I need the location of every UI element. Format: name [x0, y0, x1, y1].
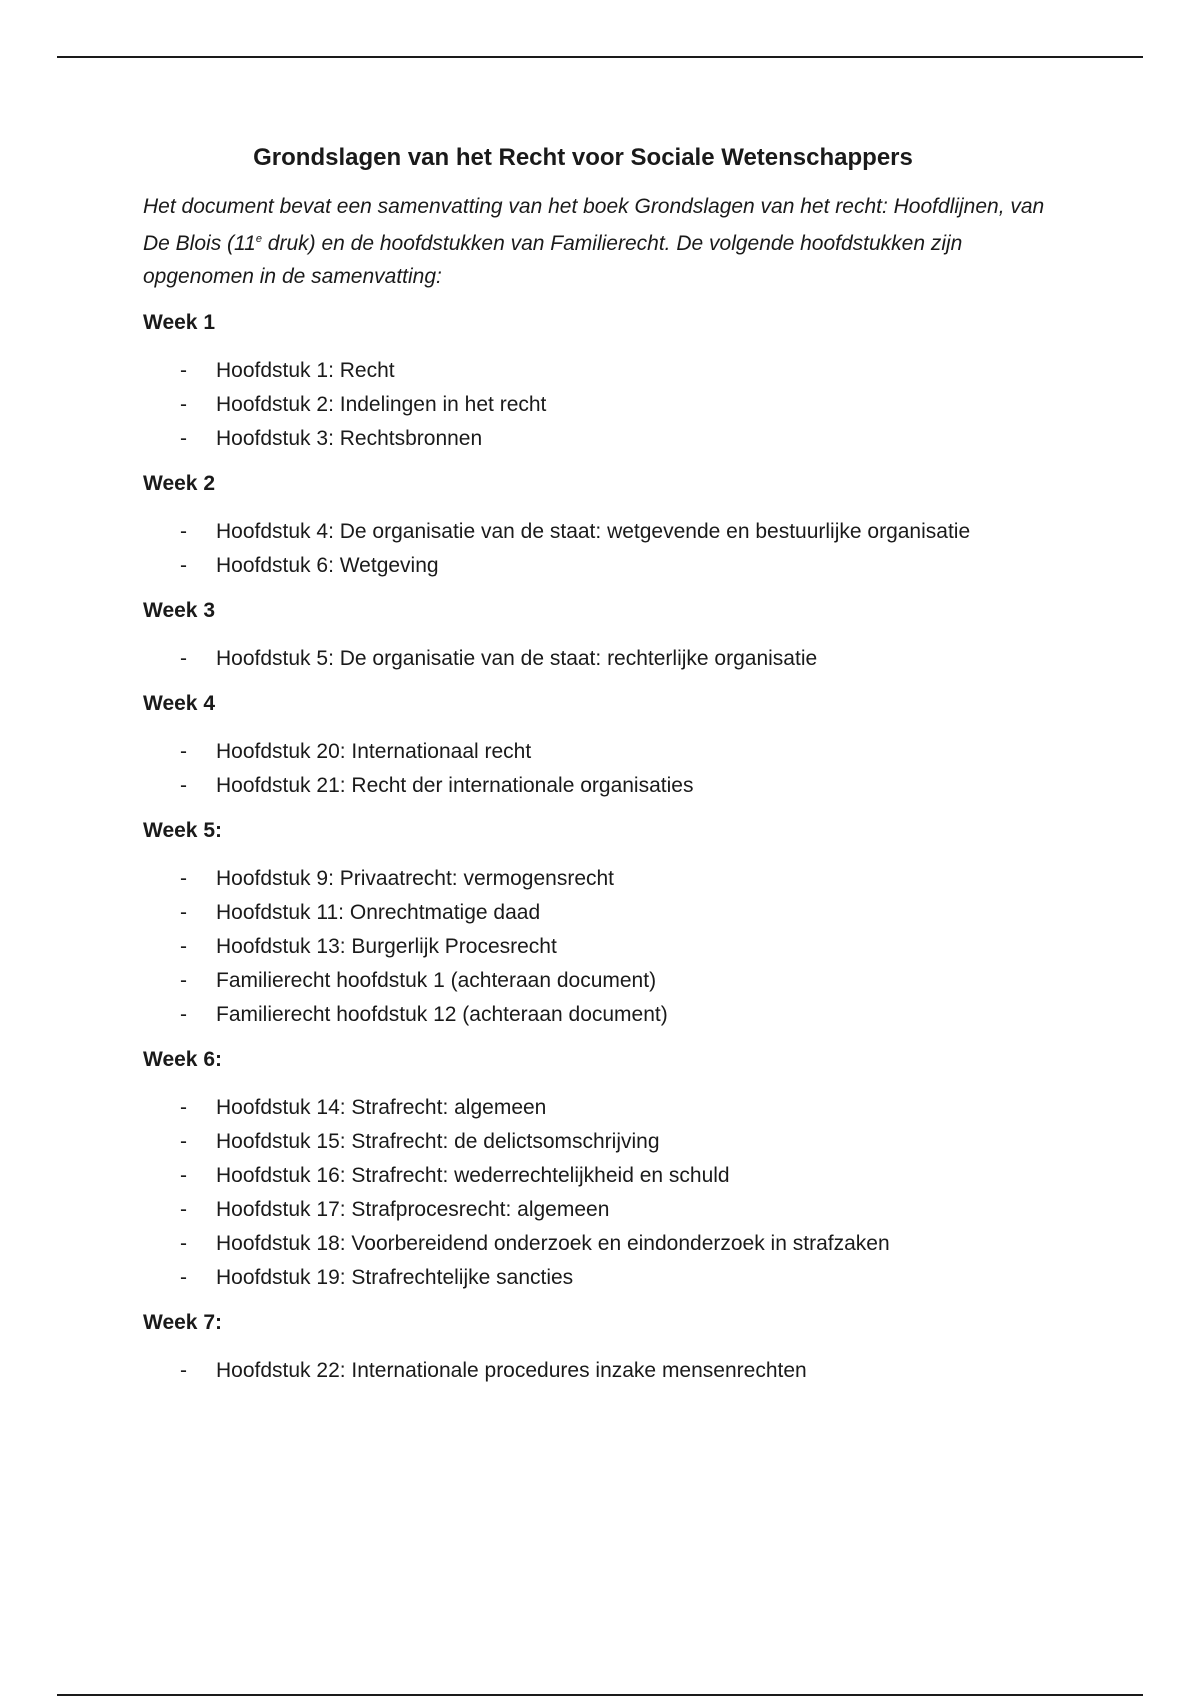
- chapter-list: [143, 862, 1063, 1032]
- chapter-list: [143, 1091, 1063, 1295]
- chapter-list: [143, 515, 1063, 583]
- week-title: Week 7:: [143, 1311, 222, 1334]
- week-title: Week 3: [143, 599, 215, 622]
- chapter-text: Hoofdstuk 11: Onrechtmatige daad: [216, 901, 541, 924]
- intro-paragraph: [143, 190, 1063, 293]
- bullet-dash: -: [180, 1164, 187, 1187]
- bullet-dash: -: [180, 1130, 187, 1153]
- bullet-dash: -: [180, 359, 187, 382]
- week-section: [143, 310, 1063, 456]
- chapter-text: Hoofdstuk 1: Recht: [216, 359, 395, 382]
- bullet-dash: -: [180, 1266, 187, 1289]
- chapter-item: [143, 998, 1063, 1032]
- chapter-text: Hoofdstuk 16: Strafrecht: wederrechtelijkheid en schuld: [216, 1164, 730, 1187]
- chapter-text: Hoofdstuk 18: Voorbereidend onderzoek en eindonderzoek in strafzaken: [216, 1232, 890, 1255]
- chapter-item: [143, 735, 1063, 769]
- chapter-text: Hoofdstuk 14: Strafrecht: algemeen: [216, 1096, 547, 1119]
- bottom-rule: [57, 1694, 1143, 1696]
- bullet-dash: -: [180, 1359, 187, 1382]
- week-section: [143, 1047, 1063, 1295]
- chapter-item: [143, 1193, 1063, 1227]
- week-section: [143, 1310, 1063, 1388]
- bullet-dash: -: [180, 520, 187, 543]
- chapter-text: Hoofdstuk 21: Recht der internationale organisaties: [216, 774, 694, 797]
- chapter-text: Hoofdstuk 6: Wetgeving: [216, 554, 439, 577]
- chapter-item: [143, 862, 1063, 896]
- chapter-text: Hoofdstuk 5: De organisatie van de staat: rechterlijke organisatie: [216, 647, 818, 670]
- chapter-item: [143, 549, 1063, 583]
- bullet-dash: -: [180, 901, 187, 924]
- bullet-dash: -: [180, 647, 187, 670]
- intro-text-part2: druk) en de hoofdstukken van Familierecht. De volgende hoofdstukken zijn opgenomen in de samenvatting:: [143, 232, 963, 288]
- bullet-dash: -: [180, 393, 187, 416]
- chapter-item: [143, 1227, 1063, 1261]
- week-section: [143, 818, 1063, 1032]
- chapter-item: [143, 1091, 1063, 1125]
- bullet-dash: -: [180, 554, 187, 577]
- edition-superscript: e: [255, 233, 262, 245]
- chapter-text: Hoofdstuk 4: De organisatie van de staat: wetgevende en bestuurlijke organisatie: [216, 520, 971, 543]
- bullet-dash: -: [180, 867, 187, 890]
- chapter-item: [143, 930, 1063, 964]
- chapter-list: [143, 1354, 1063, 1388]
- bullet-dash: -: [180, 427, 187, 450]
- chapter-item: [143, 515, 1063, 549]
- chapter-text: Hoofdstuk 15: Strafrecht: de delictsomschrijving: [216, 1130, 660, 1153]
- chapter-text: Hoofdstuk 2: Indelingen in het recht: [216, 393, 547, 416]
- chapter-list: [143, 354, 1063, 456]
- week-title: Week 4: [143, 692, 215, 715]
- chapter-item: [143, 964, 1063, 998]
- bullet-dash: -: [180, 1232, 187, 1255]
- chapter-item: [143, 1354, 1063, 1388]
- chapter-item: [143, 1125, 1063, 1159]
- chapter-list: [143, 735, 1063, 803]
- chapter-text: Hoofdstuk 3: Rechtsbronnen: [216, 427, 483, 450]
- document-title: Grondslagen van het Recht voor Sociale Wetenschappers: [253, 144, 913, 171]
- chapter-item: [143, 422, 1063, 456]
- chapter-text: Hoofdstuk 19: Strafrechtelijke sancties: [216, 1266, 574, 1289]
- bullet-dash: -: [180, 1096, 187, 1119]
- document-body: [143, 144, 1063, 1403]
- top-rule: [57, 56, 1143, 58]
- bullet-dash: -: [180, 1198, 187, 1221]
- week-section: [143, 598, 1063, 676]
- chapter-item: [143, 1261, 1063, 1295]
- chapter-list: [143, 642, 1063, 676]
- week-list: [143, 310, 1063, 1388]
- chapter-item: [143, 354, 1063, 388]
- week-title: Week 5:: [143, 819, 222, 842]
- chapter-item: [143, 769, 1063, 803]
- week-title: Week 6:: [143, 1048, 222, 1071]
- chapter-item: [143, 642, 1063, 676]
- chapter-text: Hoofdstuk 20: Internationaal recht: [216, 740, 532, 763]
- chapter-text: Hoofdstuk 22: Internationale procedures inzake mensenrechten: [216, 1359, 807, 1382]
- bullet-dash: -: [180, 1003, 187, 1026]
- chapter-text: Familierecht hoofdstuk 12 (achteraan document): [216, 1003, 668, 1026]
- week-section: [143, 691, 1063, 803]
- chapter-text: Familierecht hoofdstuk 1 (achteraan document): [216, 969, 657, 992]
- week-title: Week 2: [143, 472, 215, 495]
- chapter-item: [143, 896, 1063, 930]
- week-title: Week 1: [143, 311, 215, 334]
- chapter-item: [143, 388, 1063, 422]
- intro-text-part1: Het document bevat een samenvatting van het boek Grondslagen van het recht: Hoofdlijnen, van De Blois (11: [143, 195, 1045, 255]
- chapter-text: Hoofdstuk 9: Privaatrecht: vermogensrecht: [216, 867, 615, 890]
- week-section: [143, 471, 1063, 583]
- chapter-item: [143, 1159, 1063, 1193]
- chapter-text: Hoofdstuk 17: Strafprocesrecht: algemeen: [216, 1198, 610, 1221]
- bullet-dash: -: [180, 774, 187, 797]
- bullet-dash: -: [180, 969, 187, 992]
- bullet-dash: -: [180, 935, 187, 958]
- bullet-dash: -: [180, 740, 187, 763]
- chapter-text: Hoofdstuk 13: Burgerlijk Procesrecht: [216, 935, 557, 958]
